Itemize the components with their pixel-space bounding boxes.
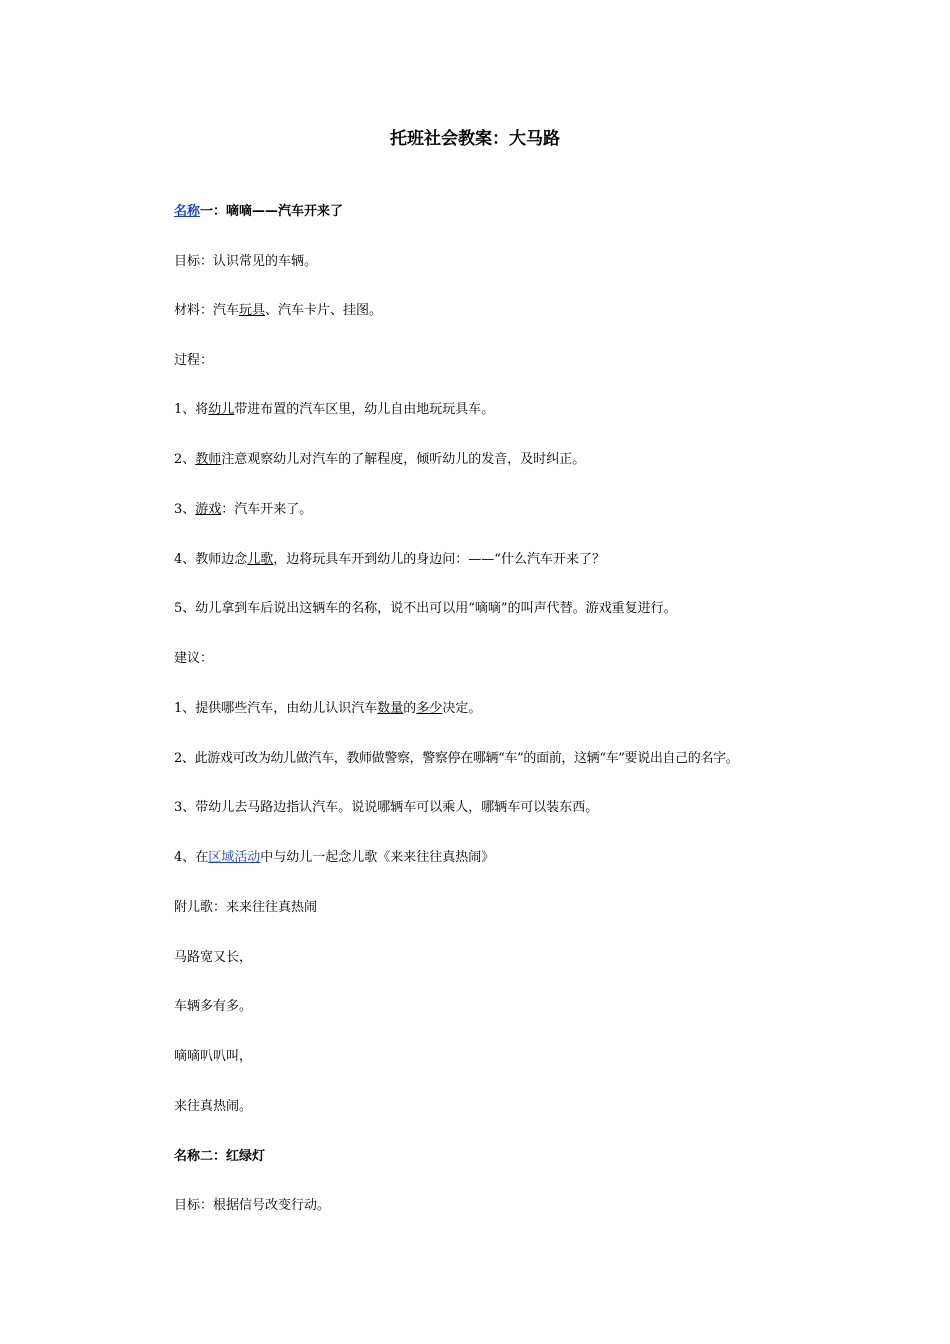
- process-heading: 过程：: [174, 353, 214, 368]
- materials-line: [174, 302, 382, 320]
- rhyme-title: 附儿歌：来来往往真热闹: [174, 900, 318, 915]
- suggestion-4-text: 中与幼儿一起念儿歌《来来往往真热闹》: [260, 850, 495, 865]
- section2-goal: 目标：根据信号改变行动。: [174, 1198, 331, 1213]
- step-4-prefix: 4、教师边念: [174, 552, 248, 567]
- document-title: 托班社会教案：大马路: [390, 129, 560, 149]
- name-link[interactable]: 名称: [174, 204, 201, 219]
- rhyme-line-2: 车辆多有多。: [174, 999, 253, 1014]
- step-2-prefix: 2、: [174, 452, 196, 467]
- amount-link[interactable]: 多少: [416, 701, 443, 716]
- suggestion-heading: 建议：: [174, 651, 214, 666]
- materials-text-rest: 、汽车卡片、挂图。: [265, 303, 383, 318]
- step-3-text: ：汽车开来了。: [221, 502, 313, 517]
- goal-line: 目标：认识常见的车辆。: [174, 254, 318, 269]
- suggestion-1: [174, 700, 481, 718]
- section1-heading: [174, 203, 343, 221]
- process-step-3: [174, 501, 312, 519]
- step-1-prefix: 1、将: [174, 402, 209, 417]
- rhyme-line-3: 嘀嘀叭叭叫，: [174, 1049, 253, 1064]
- rhyme-link[interactable]: 儿歌: [247, 552, 274, 567]
- teacher-link[interactable]: 教师: [195, 452, 222, 467]
- section1-heading-text: 一：嘀嘀——汽车开来了: [200, 204, 344, 219]
- game-link[interactable]: 游戏: [195, 502, 222, 517]
- section2-heading: 名称二：红绿灯: [174, 1149, 266, 1164]
- rhyme-line-4: 来往真热闹。: [174, 1099, 253, 1114]
- suggestion-4-prefix: 4、在: [174, 850, 209, 865]
- suggestion-1-end: 决定。: [442, 701, 482, 716]
- step-2-text: 注意观察幼儿对汽车的了解程度，倾听幼儿的发音，及时纠正。: [221, 452, 586, 467]
- area-activity-link[interactable]: 区域活动: [208, 850, 261, 865]
- step-1-text: 带进布置的汽车区里，幼儿自由地玩玩具车。: [234, 402, 495, 417]
- step-4-text: ，边将玩具车开到幼儿的身边问：——“什么汽车开来了？: [273, 552, 605, 567]
- suggestion-4: [174, 849, 494, 867]
- quantity-link[interactable]: 数量: [377, 701, 404, 716]
- suggestion-1-prefix: 1、提供哪些汽车，由幼儿认识汽车: [174, 701, 378, 716]
- child-link[interactable]: 幼儿: [208, 402, 235, 417]
- process-step-4: [174, 551, 605, 569]
- process-step-2: [174, 451, 585, 469]
- process-step-1: [174, 401, 494, 419]
- suggestion-2: 2、此游戏可改为幼儿做汽车，教师做警察，警察停在哪辆“车”的面前，这辆“车”要说出自己的名字。: [174, 751, 739, 766]
- step-3-prefix: 3、: [174, 502, 196, 517]
- suggestion-3: 3、带幼儿去马路边指认汽车。说说哪辆车可以乘人，哪辆车可以装东西。: [174, 800, 599, 815]
- suggestion-1-mid: 的: [403, 701, 417, 716]
- rhyme-line-1: 马路宽又长，: [174, 950, 253, 965]
- toy-link[interactable]: 玩具: [239, 303, 266, 318]
- process-step-5: 5、幼儿拿到车后说出这辆车的名称，说不出可以用“嘀嘀”的叫声代替。游戏重复进行。: [174, 601, 677, 616]
- materials-text: 材料：汽车: [174, 303, 240, 318]
